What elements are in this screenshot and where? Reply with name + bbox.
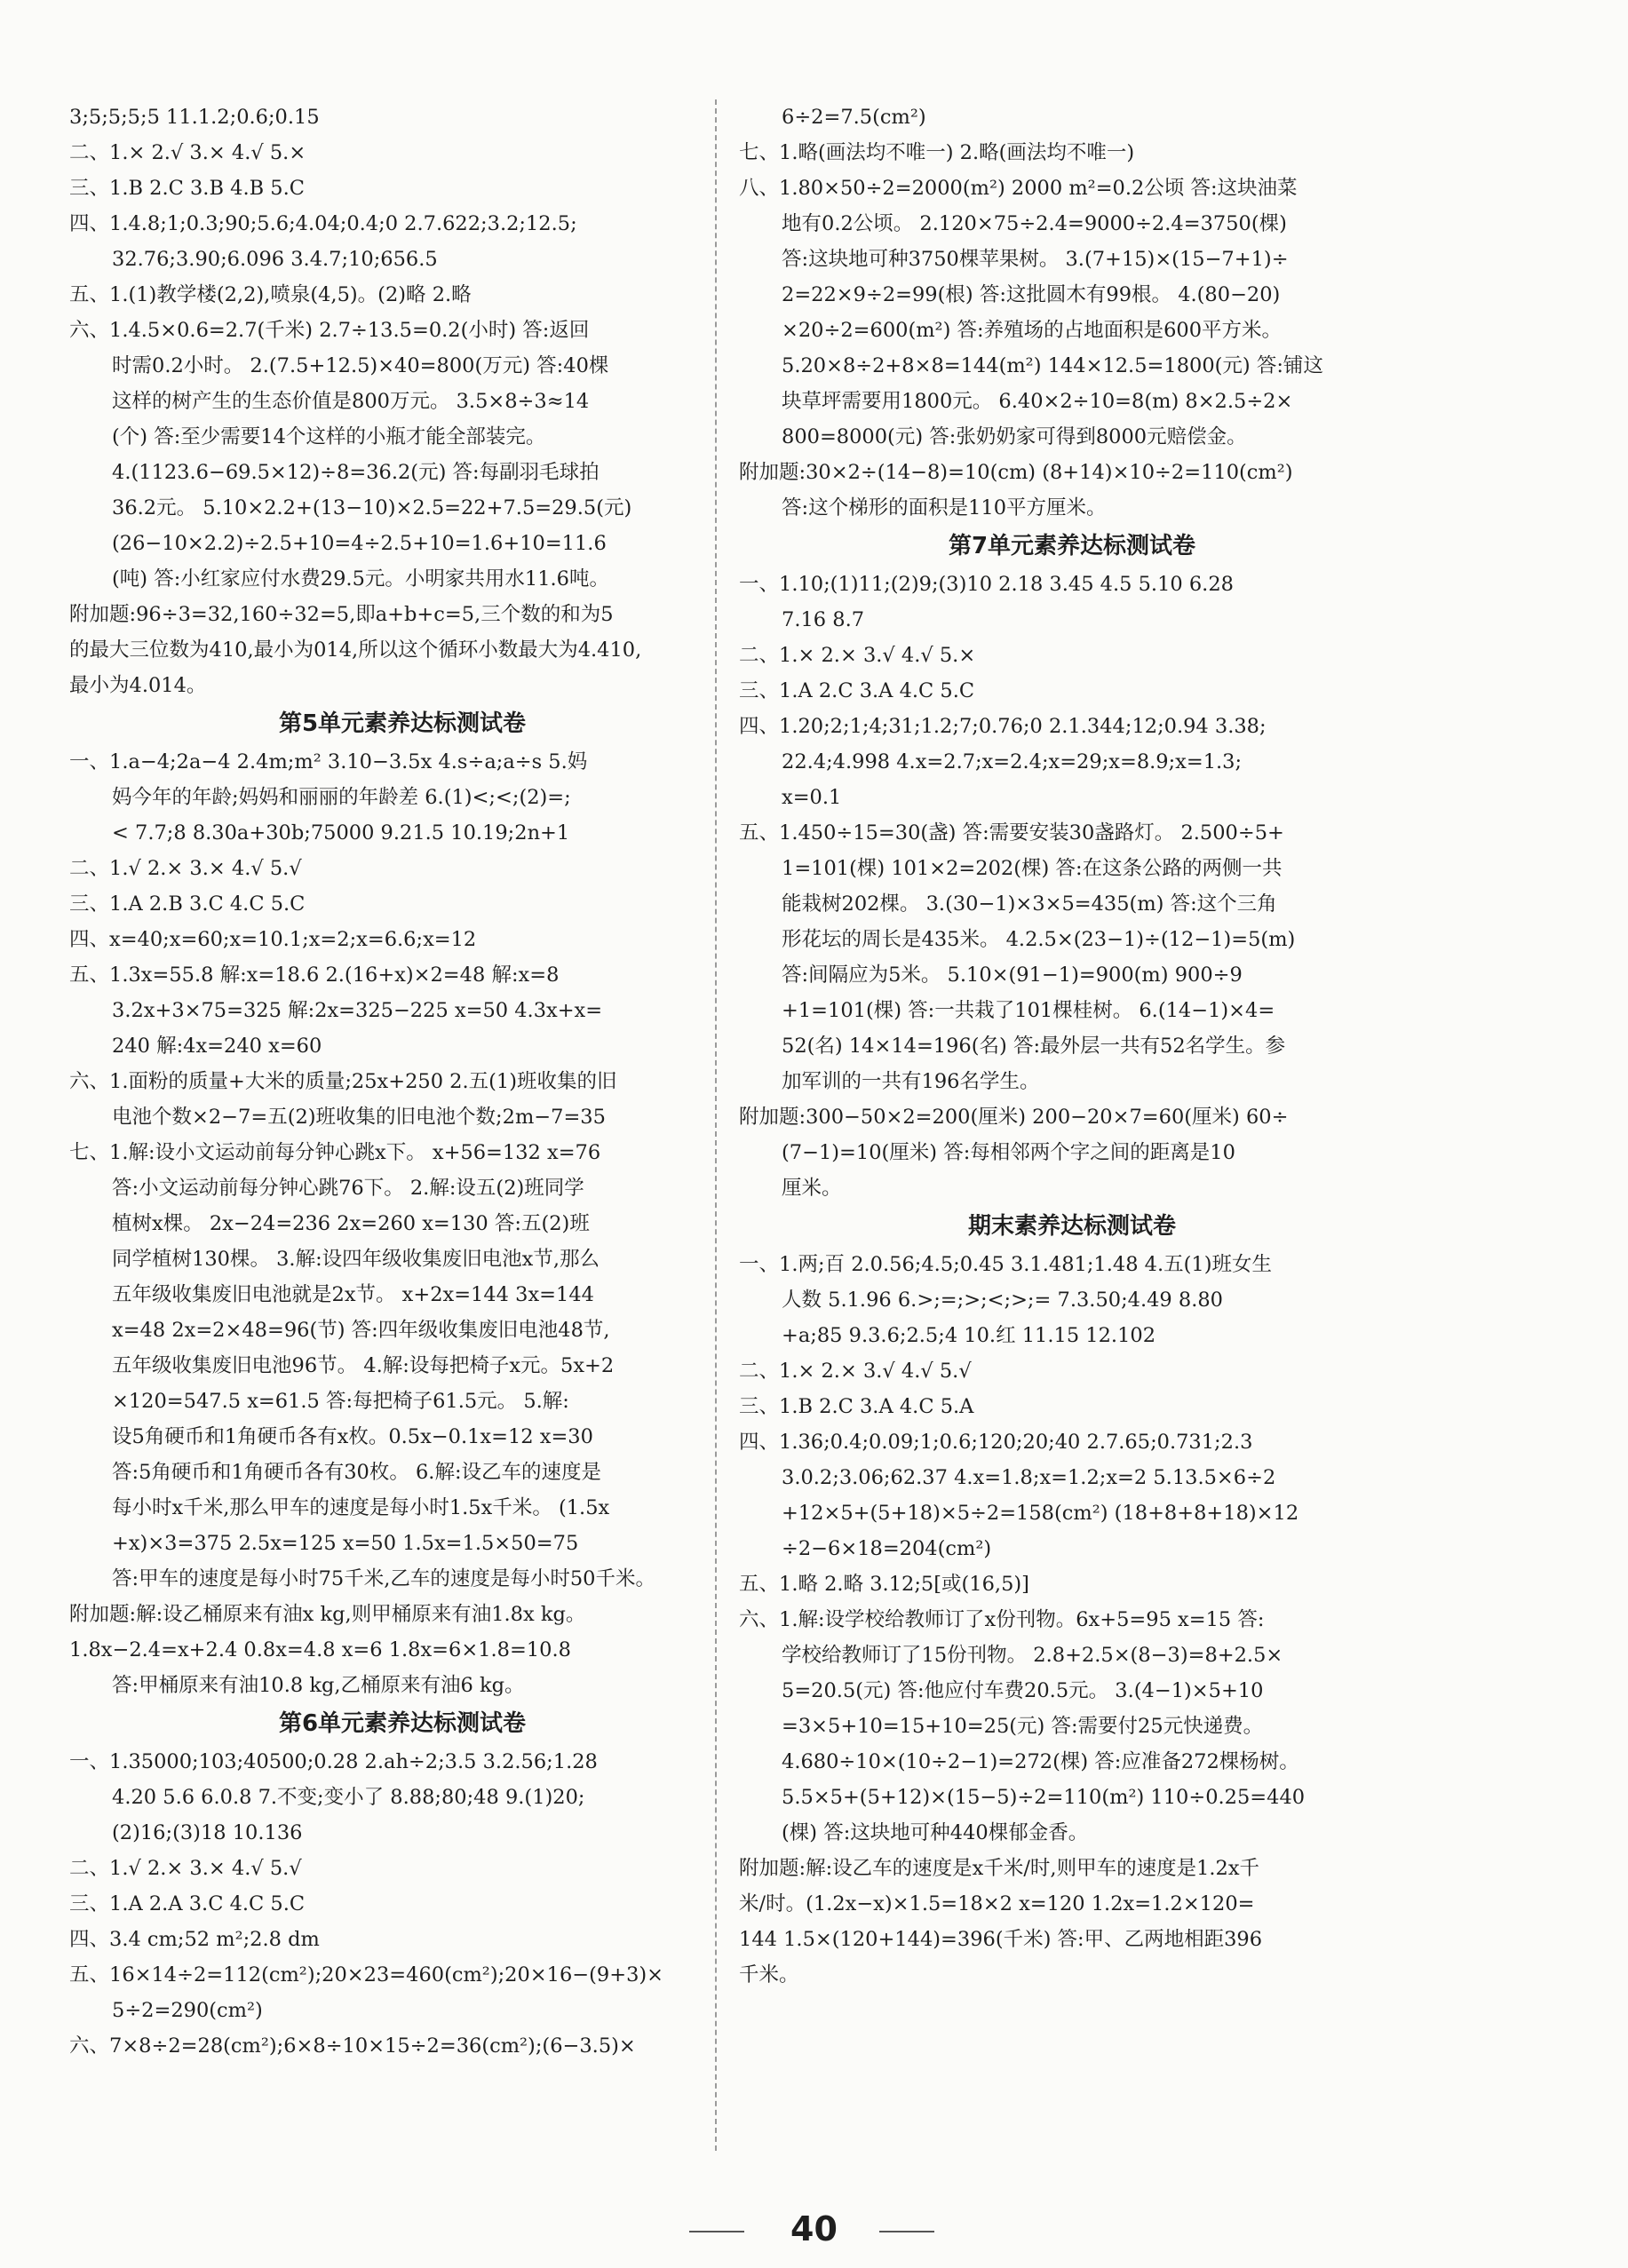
right-answer-line: 7.16 8.7 — [782, 608, 865, 631]
left-answer-line: 一、1.35000;103;40500;0.28 2.ah÷2;3.5 3.2.56;1.28 — [69, 1750, 598, 1773]
left-answer-line: (2)16;(3)18 10.136 — [112, 1821, 303, 1844]
left-answer-line: 四、3.4 cm;52 m²;2.8 dm — [69, 1928, 320, 1951]
right-answer-line: +12×5+(5+18)×5÷2=158(cm²) (18+8+8+18)×12 — [782, 1502, 1299, 1525]
right-answer-line: 一、1.两;百 2.0.56;4.5;0.45 3.1.481;1.48 4.五(1)班女生 — [739, 1253, 1273, 1276]
left-answer-line: 答:甲桶原来有油10.8 kg,乙桶原来有油6 kg。 — [112, 1674, 525, 1697]
left-answer-line: 一、1.a−4;2a−4 2.4m;m² 3.10−3.5x 4.s÷a;a÷s 5.妈 — [69, 750, 588, 773]
left-answer-line: 最小为4.014。 — [69, 674, 207, 697]
left-answer-line: ×120=547.5 x=61.5 答:每把椅子61.5元。 5.解: — [112, 1390, 569, 1413]
left-answer-line: 4.20 5.6 6.0.8 7.不变;变小了 8.88;80;48 9.(1)20; — [112, 1786, 585, 1809]
right-answer-line: 人数 5.1.96 6.>;=;>;<;>;= 7.3.50;4.49 8.80 — [782, 1289, 1223, 1312]
left-answer-line: 五、1.3x=55.8 解:x=18.6 2.(16+x)×2=48 解:x=8 — [69, 964, 560, 987]
left-answer-line: 5÷2=290(cm²) — [112, 1999, 263, 2022]
right-answer-line: 5.20×8÷2+8×8=144(m²) 144×12.5=1800(元) 答:铺这 — [782, 354, 1323, 377]
right-column — [739, 99, 1405, 1993]
right-answer-line: 学校给教师订了15份刊物。 2.8+2.5×(8−3)=8+2.5× — [782, 1644, 1283, 1667]
left-answer-line: 二、1.√ 2.× 3.× 4.√ 5.√ — [69, 1857, 302, 1880]
left-answer-line: 时需0.2小时。 2.(7.5+12.5)×40=800(万元) 答:40棵 — [112, 354, 609, 377]
left-answer-line: 妈今年的年龄;妈妈和丽丽的年龄差 6.(1)<;<;(2)=; — [112, 786, 571, 809]
right-answer-line: 答:这块地可种3750棵苹果树。 3.(7+15)×(15−7+1)÷ — [782, 248, 1289, 271]
left-answer-line: 3.2x+3×75=325 解:2x=325−225 x=50 4.3x+x= — [112, 999, 603, 1022]
right-answer-line: 四、1.20;2;1;4;31;1.2;7;0.76;0 2.1.344;12;0.94 3.38; — [739, 715, 1267, 738]
right-answer-line: 块草坪需要用1800元。 6.40×2÷10=8(m) 8×2.5÷2× — [782, 390, 1293, 413]
right-answer-line: 七、1.略(画法均不唯一) 2.略(画法均不唯一) — [739, 141, 1135, 164]
right-answer-line: 二、1.× 2.× 3.√ 4.√ 5.√ — [739, 1360, 972, 1383]
right-answer-line: 5=20.5(元) 答:他应付车费20.5元。 3.(4−1)×5+10 — [782, 1679, 1264, 1702]
right-answer-line: 800=8000(元) 答:张奶奶家可得到8000元赔偿金。 — [782, 425, 1247, 448]
right-answer-line: 附加题:解:设乙车的速度是x千米/时,则甲车的速度是1.2x千 — [739, 1857, 1260, 1880]
left-answer-line: 六、1.面粉的质量+大米的质量;25x+250 2.五(1)班收集的旧 — [69, 1070, 617, 1093]
left-answer-line: 二、1.√ 2.× 3.× 4.√ 5.√ — [69, 857, 302, 880]
right-answer-line: =3×5+10=15+10=25(元) 答:需要付25元快递费。 — [782, 1715, 1264, 1738]
right-answer-line: 能栽树202棵。 3.(30−1)×3×5=435(m) 答:这个三角 — [782, 892, 1277, 916]
right-answer-line: +a;85 9.3.6;2.5;4 10.红 11.15 12.102 — [782, 1324, 1156, 1347]
left-answer-line: 三、1.A 2.A 3.C 4.C 5.C — [69, 1892, 306, 1915]
left-answer-line: 四、x=40;x=60;x=10.1;x=2;x=6.6;x=12 — [69, 928, 477, 951]
left-section-heading: 第5单元素养达标测试卷 — [278, 710, 527, 737]
left-answer-line: 3;5;5;5;5 11.1.2;0.6;0.15 — [69, 106, 320, 129]
left-answer-line: (26−10×2.2)÷2.5+10=4÷2.5+10=1.6+10=11.6 — [112, 532, 607, 555]
right-answer-line: 答:间隔应为5米。 5.10×(91−1)=900(m) 900÷9 — [782, 964, 1243, 987]
right-answer-line: 五、1.450÷15=30(盏) 答:需要安装30盏路灯。 2.500÷5+ — [739, 821, 1284, 845]
right-answer-line: 5.5×5+(5+12)×(15−5)÷2=110(m²) 110÷0.25=440 — [782, 1786, 1306, 1809]
left-answer-line: 七、1.解:设小文运动前每分钟心跳x下。 x+56=132 x=76 — [69, 1141, 601, 1164]
left-answer-line: 电池个数×2−7=五(2)班收集的旧电池个数;2m−7=35 — [112, 1106, 606, 1129]
column-divider — [715, 99, 717, 2151]
right-answer-line: 米/时。(1.2x−x)×1.5=18×2 x=120 1.2x=1.2×120= — [739, 1892, 1255, 1915]
left-answer-line: (个) 答:至少需要14个这样的小瓶才能全部装完。 — [112, 425, 546, 448]
right-section-heading: 期末素养达标测试卷 — [967, 1213, 1176, 1240]
right-answer-line: 2=22×9÷2=99(根) 答:这批圆木有99根。 4.(80−20) — [782, 283, 1281, 306]
right-answer-line: 答:这个梯形的面积是110平方厘米。 — [782, 496, 1107, 519]
left-answer-line: 五、1.(1)教学楼(2,2),喷泉(4,5)。(2)略 2.略 — [69, 283, 472, 306]
left-answer-line: 五年级收集废旧电池96节。 4.解:设每把椅子x元。5x+2 — [112, 1354, 615, 1377]
right-answer-line: 形花坛的周长是435米。 4.2.5×(23−1)÷(12−1)=5(m) — [782, 928, 1296, 951]
left-answer-line: +x)×3=375 2.5x=125 x=50 1.5x=1.5×50=75 — [112, 1532, 579, 1555]
right-answer-line: 六、1.解:设学校给教师订了x份刊物。6x+5=95 x=15 答: — [739, 1608, 1265, 1631]
left-answer-line: 答:5角硬币和1角硬币各有30枚。 6.解:设乙车的速度是 — [112, 1461, 602, 1484]
right-answer-line: x=0.1 — [782, 786, 842, 809]
right-answer-line: 1=101(棵) 101×2=202(棵) 答:在这条公路的两侧一共 — [782, 857, 1283, 880]
right-answer-line: 二、1.× 2.× 3.√ 4.√ 5.× — [739, 644, 976, 667]
left-answer-line: 附加题:96÷3=32,160÷32=5,即a+b+c=5,三个数的和为5 — [69, 603, 614, 626]
page-number: 40 — [790, 2209, 838, 2248]
left-answer-line: 的最大三位数为410,最小为014,所以这个循环小数最大为4.410, — [69, 638, 642, 662]
left-answer-line: 附加题:解:设乙桶原来有油x kg,则甲桶原来有油1.8x kg。 — [69, 1603, 586, 1626]
right-answer-line: 22.4;4.998 4.x=2.7;x=2.4;x=29;x=8.9;x=1.3; — [782, 750, 1243, 773]
right-answer-line: 6÷2=7.5(cm²) — [782, 106, 926, 129]
left-answer-line: 五、16×14÷2=112(cm²);20×23=460(cm²);20×16−(9+3)× — [69, 1963, 664, 1986]
right-answer-line: 52(名) 14×14=196(名) 答:最外层一共有52名学生。参 — [782, 1035, 1286, 1058]
right-answer-line: +1=101(棵) 答:一共栽了101棵桂树。 6.(14−1)×4= — [782, 999, 1275, 1022]
left-answer-line: 1.8x−2.4=x+2.4 0.8x=4.8 x=6 1.8x=6×1.8=10.8 — [69, 1638, 571, 1661]
left-answer-line: 240 解:4x=240 x=60 — [112, 1035, 322, 1058]
right-answer-line: 144 1.5×(120+144)=396(千米) 答:甲、乙两地相距396 — [739, 1928, 1263, 1951]
right-answer-line: 八、1.80×50÷2=2000(m²) 2000 m²=0.2公顷 答:这块油菜 — [739, 177, 1298, 200]
left-answer-line: 三、1.B 2.C 3.B 4.B 5.C — [69, 177, 305, 200]
right-answer-line: 三、1.A 2.C 3.A 4.C 5.C — [739, 679, 975, 702]
left-answer-line: 二、1.× 2.√ 3.× 4.√ 5.× — [69, 141, 306, 164]
left-answer-line: 答:甲车的速度是每小时75千米,乙车的速度是每小时50千米。 — [112, 1567, 655, 1590]
left-answer-line: 设5角硬币和1角硬币各有x枚。0.5x−0.1x=12 x=30 — [112, 1425, 593, 1448]
right-answer-line: 千米。 — [739, 1963, 799, 1986]
right-answer-line: 一、1.10;(1)11;(2)9;(3)10 2.18 3.45 4.5 5.10 6.28 — [739, 573, 1234, 596]
left-answer-line: 五年级收集废旧电池就是2x节。 x+2x=144 3x=144 — [112, 1283, 594, 1306]
right-answer-line: 附加题:300−50×2=200(厘米) 200−20×7=60(厘米) 60÷ — [739, 1106, 1289, 1129]
right-answer-line: 4.680÷10×(10÷2−1)=272(棵) 答:应准备272棵杨树。 — [782, 1750, 1299, 1773]
left-answer-line: (吨) 答:小红家应付水费29.5元。小明家共用水11.6吨。 — [112, 567, 609, 591]
left-answer-line: 4.(1123.6−69.5×12)÷8=36.2(元) 答:每副羽毛球拍 — [112, 461, 600, 484]
right-answer-line: 3.0.2;3.06;62.37 4.x=1.8;x=1.2;x=2 5.13.5×6÷2 — [782, 1466, 1276, 1489]
left-answer-line: 每小时x千米,那么甲车的速度是每小时1.5x千米。 (1.5x — [112, 1496, 610, 1519]
left-answer-line: 答:小文运动前每分钟心跳76下。 2.解:设五(2)班同学 — [112, 1177, 584, 1200]
right-answer-line: (棵) 答:这块地可种440棵郁金香。 — [782, 1821, 1089, 1844]
left-answer-line: < 7.7;8 8.30a+30b;75000 9.21.5 10.19;2n+1 — [112, 821, 570, 845]
right-answer-line: 厘米。 — [782, 1177, 842, 1200]
left-answer-line: 四、1.4.8;1;0.3;90;5.6;4.04;0.4;0 2.7.622;3.2;12.5; — [69, 212, 577, 235]
right-answer-line: (7−1)=10(厘米) 答:每相邻两个字之间的距离是10 — [782, 1141, 1235, 1164]
left-answer-line: 六、7×8÷2=28(cm²);6×8÷10×15÷2=36(cm²);(6−3.5)× — [69, 2034, 636, 2058]
right-answer-line: 四、1.36;0.4;0.09;1;0.6;120;20;40 2.7.65;0.731;2.3 — [739, 1431, 1253, 1454]
left-column — [69, 99, 735, 2064]
left-answer-line: 同学植树130棵。 3.解:设四年级收集废旧电池x节,那么 — [112, 1248, 600, 1271]
left-answer-line: 32.76;3.90;6.096 3.4.7;10;656.5 — [112, 248, 438, 271]
left-answer-line: 36.2元。 5.10×2.2+(13−10)×2.5=22+7.5=29.5(元) — [112, 496, 632, 519]
right-section-heading: 第7单元素养达标测试卷 — [948, 533, 1196, 559]
left-answer-line: 三、1.A 2.B 3.C 4.C 5.C — [69, 892, 306, 916]
right-answer-line: 三、1.B 2.C 3.A 4.C 5.A — [739, 1395, 974, 1418]
right-answer-line: 五、1.略 2.略 3.12;5[或(16,5)] — [739, 1573, 1029, 1596]
left-answer-line: 六、1.4.5×0.6=2.7(千米) 2.7÷13.5=0.2(小时) 答:返回 — [69, 319, 590, 342]
left-answer-line: 这样的树产生的生态价值是800万元。 3.5×8÷3≈14 — [112, 390, 590, 413]
left-answer-line: x=48 2x=2×48=96(节) 答:四年级收集废旧电池48节, — [112, 1319, 610, 1342]
right-answer-line: 地有0.2公顷。 2.120×75÷2.4=9000÷2.4=3750(棵) — [782, 212, 1287, 235]
footer-rule-right — [879, 2231, 934, 2232]
left-answer-line: 植树x棵。 2x−24=236 2x=260 x=130 答:五(2)班 — [112, 1212, 590, 1235]
right-answer-line: ÷2−6×18=204(cm²) — [782, 1537, 992, 1560]
right-answer-line: 附加题:30×2÷(14−8)=10(cm) (8+14)×10÷2=110(cm²) — [739, 461, 1293, 484]
left-section-heading: 第6单元素养达标测试卷 — [278, 1710, 527, 1737]
right-answer-line: 加军训的一共有196名学生。 — [782, 1070, 1040, 1093]
right-answer-line: ×20÷2=600(m²) 答:养殖场的占地面积是600平方米。 — [782, 319, 1283, 342]
